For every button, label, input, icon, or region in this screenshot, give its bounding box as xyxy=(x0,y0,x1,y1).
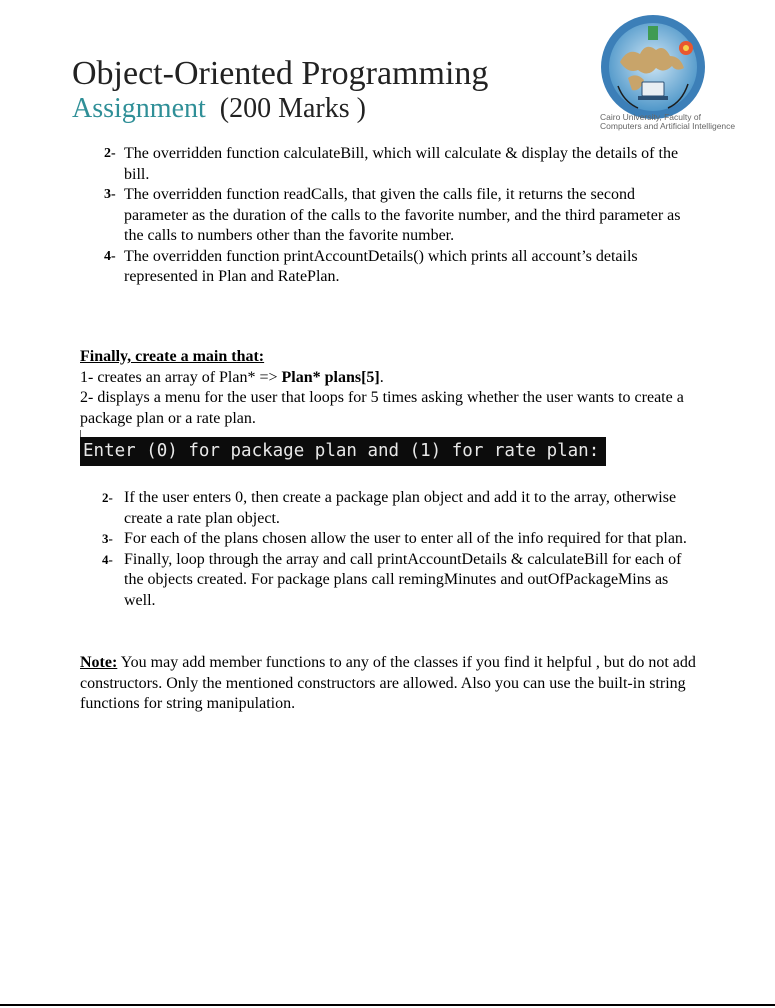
main-instructions-line1 xyxy=(80,368,705,389)
list-item-text: Finally, loop through the array and call printAccountDetails & calculateBill for each of the objects created. For package plans call remingMinutes and outOfPackageMins as well. xyxy=(124,550,682,609)
console-prompt: Enter (0) for package plan and (1) for rate plan: xyxy=(80,437,606,466)
subtitle-assignment: Assignment xyxy=(72,93,206,124)
logo-caption-line2: Computers and Artificial Intelligence xyxy=(600,121,736,131)
logo-caption-line1: Cairo University, Faculty of xyxy=(600,112,701,122)
page-bottom-rule xyxy=(0,1004,775,1006)
line1-code: Plan* plans[5] xyxy=(281,368,380,386)
university-logo-icon xyxy=(598,12,708,122)
list-item xyxy=(0,488,696,529)
list-item xyxy=(0,247,699,288)
note-text: You may add member functions to any of the classes if you find it helpful , but do not add constructors. Only the mentioned constructors are allowed. Also you can use the built-in string functions for string manipulation. xyxy=(80,654,696,712)
subtitle-marks: (200 Marks ) xyxy=(219,93,366,124)
list-item xyxy=(0,550,696,612)
note-paragraph xyxy=(80,653,705,715)
note-heading: Note: xyxy=(80,654,118,671)
list-item xyxy=(0,144,699,185)
list-item-text: The overridden function readCalls, that given the calls file, it returns the second parameter as the duration of the calls to the favorite number, and the third parameter as the calls to numbers other than the favorite number. xyxy=(124,186,681,244)
list-item-number: 4- xyxy=(104,248,116,264)
main-instructions xyxy=(80,347,705,429)
line1-end: . xyxy=(379,368,384,386)
list-item-number: 2- xyxy=(104,146,116,161)
document-title: Object-Oriented Programming xyxy=(72,55,489,92)
list-item-number: 2- xyxy=(102,490,113,505)
function-list xyxy=(0,144,699,288)
main-instructions-heading: Finally, create a main that: xyxy=(80,348,265,365)
document-subtitle xyxy=(72,92,366,126)
list-item-text: The overridden function printAccountDetails() which prints all account’s details represented in Plan and RatePlan. xyxy=(124,247,638,285)
logo-caption xyxy=(600,113,770,131)
steps-list xyxy=(0,488,696,611)
line1-text: 1- creates an array of Plan* => xyxy=(80,368,282,386)
list-item-text: For each of the plans chosen allow the user to enter all of the info required for that plan. xyxy=(124,530,687,547)
list-item-number: 3- xyxy=(102,531,113,546)
list-item-number: 3- xyxy=(104,187,116,202)
list-item-text: If the user enters 0, then create a package plan object and add it to the array, otherwise create a rate plan object. xyxy=(124,489,677,527)
list-item-number: 4- xyxy=(102,551,113,567)
main-instructions-line2: 2- displays a menu for the user that loops for 5 times asking whether the user wants to create a package plan or a rate plan. xyxy=(80,389,684,427)
list-item xyxy=(0,529,696,550)
list-item xyxy=(0,185,699,247)
list-item-text: The overridden function calculateBill, which will calculate & display the details of the bill. xyxy=(124,145,679,183)
